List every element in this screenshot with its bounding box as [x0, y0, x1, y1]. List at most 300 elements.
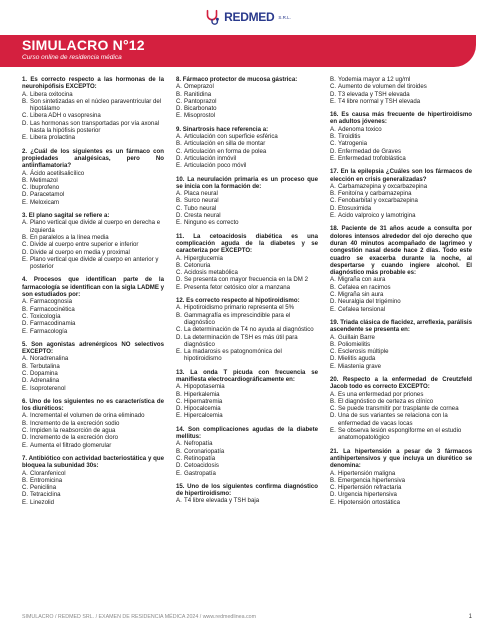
option-text: T4 libre normal y TSH elevada [338, 97, 421, 105]
option-text: Tiroiditis [338, 133, 361, 141]
option-text: Articulación en forma de polea [184, 147, 267, 155]
question-block [22, 76, 164, 142]
question-block [330, 168, 472, 219]
answer-options [330, 470, 472, 506]
option-letter: B. [330, 133, 336, 141]
answer-option [176, 91, 318, 98]
question-stem: 15. Uno de los siguientes confirma diagnóstico de hipertiroidismo: [176, 482, 318, 498]
answer-option [22, 177, 164, 184]
question-stem: 17. En la epilepsia ¿Cuáles son los fármacos de elección en crisis generalizadas? [330, 168, 472, 183]
option-text: Yatrogenia [338, 140, 368, 148]
option-letter: A. [176, 304, 182, 312]
option-letter: D. [22, 248, 29, 256]
brand-logo [0, 6, 494, 28]
answer-option [22, 420, 164, 427]
option-text: Presenta fetor cetósico olor a manzana [184, 283, 291, 291]
answer-option [22, 241, 164, 248]
option-text: Isoproterenol [30, 384, 66, 392]
option-letter: C. [22, 427, 29, 435]
option-text: Divide al cuerpo en media y proximal [30, 248, 130, 256]
answer-option [176, 391, 318, 398]
answer-option [22, 170, 164, 177]
answer-option [330, 205, 472, 212]
option-letter: B. [176, 140, 182, 148]
option-text: Adenoma toxico [338, 125, 382, 133]
answer-options [22, 170, 164, 206]
answer-options [176, 440, 318, 476]
brand-name: REDMED [224, 10, 275, 24]
option-text: Emergencia hipertensiva [338, 476, 406, 484]
answer-option [22, 370, 164, 377]
answer-option [330, 341, 472, 348]
question-stem: 7. Antibiótico con actividad bacteriostática y que bloquea la subunidad 30s: [22, 454, 164, 470]
answer-option [176, 334, 318, 349]
option-text: Divide al cuerpo entre superior e inferior [30, 241, 139, 249]
answer-option [176, 269, 318, 276]
answer-option [330, 391, 472, 398]
option-text: Miastenia grave [338, 362, 382, 370]
option-letter: D. [176, 462, 183, 470]
option-text: Incremental el volumen de orina eliminado [30, 412, 145, 420]
question-block [330, 319, 472, 370]
answer-option [176, 205, 318, 212]
answer-options [176, 497, 318, 504]
option-letter: D. [22, 491, 29, 499]
option-text: Hiperkalemia [184, 390, 220, 398]
option-text: Cefalea en racimos [338, 283, 391, 291]
answer-options [22, 412, 164, 448]
option-letter: A. [22, 90, 28, 98]
option-letter: A. [176, 383, 182, 391]
option-text: Enfermedad trofoblástica [338, 154, 406, 162]
answer-option [176, 98, 318, 105]
option-letter: D. [330, 90, 337, 98]
option-text: Plano vertical que divide al cuerpo en derecha e izquierda [30, 219, 161, 234]
option-letter: B. [330, 190, 336, 198]
option-text: Tetraciclina [30, 491, 61, 499]
question-column-2 [176, 76, 318, 606]
option-text: Cefalea tensional [338, 305, 386, 313]
option-text: Hiperglucemia [184, 254, 223, 262]
answer-option [176, 155, 318, 162]
option-text: Pantoprazol [184, 97, 217, 105]
answer-option [330, 276, 472, 283]
option-letter: A. [176, 190, 182, 198]
option-text: Ibuprofeno [30, 184, 60, 192]
question-stem: 10. La neurulación primaria es un proceso que se inicia con la formación de: [176, 175, 318, 190]
option-letter: E. [22, 384, 28, 392]
option-text: Meloxicam [30, 198, 60, 206]
question-stem: 19. Triada clásica de flacidez, arreflexia, parálisis ascendente se presenta en: [330, 318, 472, 334]
answer-option [330, 348, 472, 355]
question-block [176, 297, 318, 363]
question-block [176, 76, 318, 120]
option-text: Farmacología [30, 327, 68, 335]
answer-option [176, 497, 318, 504]
option-letter: E. [330, 498, 336, 506]
answer-option [22, 442, 164, 449]
answer-option [330, 412, 472, 427]
answer-option [176, 448, 318, 455]
answer-option [176, 140, 318, 147]
answer-option [176, 219, 318, 226]
option-text: Hipertensión refractaria [338, 484, 402, 492]
option-text: Adrenalina [30, 377, 60, 385]
answer-option [22, 363, 164, 370]
question-block [22, 212, 164, 270]
answer-options [22, 470, 164, 506]
answer-options [176, 190, 318, 226]
question-stem: 11. La cetoacidosis diabética es una complicación aguda de la diabetes y se caracteriza por EXCEPTO: [176, 232, 318, 255]
option-letter: E. [22, 134, 28, 142]
option-text: Hipercalcemia [184, 412, 223, 420]
option-letter: E. [22, 441, 28, 449]
answer-option [330, 427, 472, 442]
answer-option [22, 412, 164, 419]
answer-option [22, 355, 164, 362]
option-text: Aumento de volumen del tiroides [338, 83, 427, 91]
option-text: Terbutalina [30, 362, 60, 370]
question-block [330, 376, 472, 442]
answer-option [176, 462, 318, 469]
option-text: Carbamazepina y oxcarbazepina [338, 182, 428, 190]
answer-option [330, 126, 472, 133]
option-text: Surco neural [184, 197, 219, 205]
option-letter: A. [22, 169, 28, 177]
option-letter: C. [330, 140, 337, 148]
answer-options [22, 298, 164, 334]
option-letter: D. [176, 212, 183, 220]
option-letter: B. [330, 283, 336, 291]
question-stem: 12. Es correcto respecto al hipotiroidismo: [176, 297, 300, 305]
answer-options [22, 355, 164, 391]
option-letter: A. [176, 497, 182, 505]
option-text: Guillain Barre [338, 333, 375, 341]
option-letter: C. [330, 291, 337, 299]
option-text: Linezolid [30, 498, 55, 506]
option-text: Acido valproico y lamotrigina [338, 212, 416, 220]
option-letter: D. [176, 276, 183, 284]
option-text: En paralelos a la línea media [30, 233, 109, 241]
option-text: Se puede transmitir por trasplante de cornea [338, 405, 459, 413]
page-subtitle: Curso online de residencia médica [22, 54, 122, 61]
option-text: Entromicina [30, 476, 63, 484]
option-text: Hipopotasemia [184, 383, 225, 391]
question-block [176, 176, 318, 227]
option-letter: C. [330, 83, 337, 91]
answer-options [176, 83, 318, 119]
option-letter: D. [22, 377, 29, 385]
option-text: Articulación con superficie esférica [184, 133, 278, 141]
answer-option [176, 284, 318, 291]
answer-option [22, 306, 164, 313]
question-block [330, 76, 472, 105]
option-letter: A. [22, 469, 28, 477]
option-letter: B. [330, 476, 336, 484]
option-text: Fenitoína y carbamazepina [338, 190, 412, 198]
option-letter: E. [22, 255, 28, 263]
page-footer [22, 612, 472, 622]
answer-option [176, 326, 318, 333]
question-block [176, 426, 318, 477]
option-letter: C. [330, 484, 337, 492]
answer-option [22, 219, 164, 234]
question-stem: 2. ¿Cuál de los siguientes es un fármaco con propiedades analgésicas, pero No antiinflamatoria? [22, 147, 164, 170]
option-text: Tubo neural [184, 204, 217, 212]
option-letter: E. [176, 162, 182, 170]
question-stem: 18. Paciente de 31 años acude a consulta por dolores intensos alrededor del ojo derecho que duran 40 minutos acompañado de lagrimeo y congestión nasal desde hace 2 días. Todo este cuadro se exacerba durante la noche, al despertarse y cuando ingiere alcohol. El diagnóstico más probable es: [330, 225, 472, 277]
option-letter: D. [22, 119, 29, 127]
option-letter: B. [22, 476, 28, 484]
answer-option [176, 276, 318, 283]
answer-option [22, 499, 164, 506]
option-letter: C. [176, 269, 183, 277]
option-text: Noradrenalina [30, 355, 69, 363]
option-text: Cresta neural [184, 212, 221, 220]
option-letter: B. [22, 233, 28, 241]
option-letter: B. [22, 362, 28, 370]
question-stem: 21. La hipertensión a pesar de 3 fármacos antihipertensivos y que incluya un diurético se denomina: [330, 447, 472, 470]
answer-option [330, 334, 472, 341]
answer-option [176, 455, 318, 462]
option-text: Poliomielitis [338, 340, 371, 348]
option-letter: B. [22, 97, 28, 105]
answer-option [330, 148, 472, 155]
answer-option [330, 291, 472, 298]
answer-option [330, 477, 472, 484]
option-letter: A. [176, 440, 182, 448]
option-letter: C. [22, 241, 29, 249]
question-block [330, 448, 472, 506]
question-block [176, 369, 318, 420]
title-banner [0, 35, 476, 67]
option-letter: E. [330, 154, 336, 162]
option-text: Hipotiroidismo primario representa el 5% [184, 304, 295, 312]
answer-option [22, 249, 164, 256]
answer-option [22, 134, 164, 141]
option-letter: B. [22, 305, 28, 313]
question-stem: 20. Respecto a la enfermedad de Creutzfeld Jacob todo es correcto EXCEPTO: [330, 375, 472, 391]
option-letter: A. [330, 125, 336, 133]
question-block [22, 341, 164, 392]
answer-option [176, 133, 318, 140]
option-text: Coronariopatía [184, 447, 225, 455]
option-text: Yodemia mayor a 12 ug/ml [338, 76, 411, 83]
answer-option [176, 148, 318, 155]
answer-option [330, 470, 472, 477]
question-column-3 [330, 76, 472, 606]
option-letter: B. [22, 419, 28, 427]
option-letter: C. [330, 405, 337, 413]
option-text: Es una enfermedad por priones [338, 390, 424, 398]
answer-option [176, 105, 318, 112]
option-text: Omeprazol [184, 83, 214, 91]
option-letter: D. [176, 333, 183, 341]
option-letter: B. [176, 390, 182, 398]
answer-option [176, 440, 318, 447]
option-letter: D. [330, 412, 337, 420]
answer-option [330, 83, 472, 90]
option-text: Bicarbonato [184, 105, 217, 113]
question-block [22, 398, 164, 449]
answer-option [22, 298, 164, 305]
option-letter: E. [176, 219, 182, 227]
option-text: Una de sus variantes se relaciona con la enfermedad de vacas locas [338, 412, 448, 427]
option-text: Ranitidina [184, 90, 212, 98]
answer-option [330, 98, 472, 105]
answer-option [22, 385, 164, 392]
option-text: Se observa lesión espongiforme en el estudio anatomopatológico [338, 427, 462, 442]
option-letter: E. [22, 498, 28, 506]
question-stem: 14. Son complicaciones agudas de la diabete mellitus: [176, 425, 318, 441]
option-text: Fenobarbital y oxcarbazepina [338, 197, 418, 205]
option-text: Cetoacidosis [184, 462, 219, 470]
answer-option [176, 197, 318, 204]
option-letter: B. [176, 261, 182, 269]
option-text: Articulación poco móvil [184, 162, 247, 170]
answer-option [176, 212, 318, 219]
option-letter: D. [330, 147, 337, 155]
brand-suffix: S.R.L. [278, 14, 291, 20]
option-letter: A. [330, 182, 336, 190]
answer-option [22, 470, 164, 477]
answer-options [330, 276, 472, 312]
option-letter: C. [176, 326, 183, 334]
option-letter: D. [330, 298, 337, 306]
answer-option [22, 91, 164, 98]
option-text: Misoprostol [184, 112, 216, 120]
answer-options [176, 383, 318, 419]
page-number: 1 [468, 614, 472, 620]
option-text: Paracetamol [30, 191, 65, 199]
answer-option [330, 155, 472, 162]
option-letter: D. [176, 105, 183, 113]
option-text: Dopamina [30, 369, 58, 377]
answer-option [330, 491, 472, 498]
question-stem: 6. Uno de los siguientes no es característica de los diuréticos: [22, 397, 164, 413]
answer-option [330, 355, 472, 362]
option-text: Hipernatremia [184, 397, 223, 405]
option-letter: A. [22, 412, 28, 420]
question-block [22, 148, 164, 206]
option-text: Son sintetizadas en el núcleo paraventricular del hipotálamo [30, 97, 162, 113]
question-stem: 8. Fármaco protector de mucosa gástrica: [176, 76, 298, 83]
answer-option [330, 197, 472, 204]
answer-option [22, 120, 164, 135]
question-stem: 9. Sinartrosis hace referencia a: [176, 125, 269, 133]
option-text: Farmacocinética [30, 305, 75, 313]
option-letter: E. [176, 348, 182, 356]
answer-option [330, 398, 472, 405]
answer-option [22, 256, 164, 271]
answer-option [22, 234, 164, 241]
answer-options [330, 334, 472, 370]
answer-option [176, 405, 318, 412]
option-letter: C. [22, 312, 29, 320]
option-text: Impiden la reabsorción de agua [30, 427, 116, 435]
question-block [176, 483, 318, 505]
option-letter: E. [330, 212, 336, 220]
option-letter: E. [330, 97, 336, 105]
option-letter: C. [176, 204, 183, 212]
option-letter: E. [176, 283, 182, 291]
option-letter: D. [22, 320, 29, 328]
answer-option [330, 405, 472, 412]
option-letter: A. [330, 333, 336, 341]
option-letter: D. [176, 405, 183, 413]
answer-option [330, 91, 472, 98]
answer-option [176, 412, 318, 419]
option-text: Farmacodinamia [30, 320, 76, 328]
option-text: Ácido acetilsalicílico [30, 169, 85, 177]
answer-option [330, 484, 472, 491]
option-letter: E. [330, 362, 336, 370]
option-text: Etosuximida [338, 204, 372, 212]
option-text: La madarosis es patognomónica del hipotiroidismo [184, 348, 282, 363]
answer-option [22, 434, 164, 441]
option-letter: C. [22, 112, 29, 120]
option-letter: A. [176, 133, 182, 141]
answer-option [176, 312, 318, 327]
answer-option [330, 363, 472, 370]
answer-option [176, 83, 318, 90]
option-letter: A. [176, 83, 182, 91]
option-text: Plano vertical que divide al cuerpo en anterior y posterior [30, 255, 159, 271]
answer-option [22, 484, 164, 491]
option-text: El diagnóstico de certeza es clínico [338, 397, 434, 405]
answer-option [22, 477, 164, 484]
option-text: Neuralgia del trigémino [338, 298, 401, 306]
option-letter: E. [176, 412, 182, 420]
option-letter: E. [176, 112, 182, 120]
question-stem: 1. Es correcto respecto a las hormonas de la neurohipófisis EXCEPTO: [22, 76, 164, 91]
answer-option [176, 162, 318, 169]
option-text: Migraña sin aura [338, 291, 384, 299]
option-letter: B. [176, 311, 182, 319]
option-letter: C. [22, 369, 29, 377]
option-letter: B. [330, 340, 336, 348]
option-letter: B. [330, 397, 336, 405]
option-text: Metimazol [30, 176, 58, 184]
answer-option [22, 191, 164, 198]
option-text: Incremento de la excreción sodio [30, 419, 120, 427]
option-text: Hipocalcemia [184, 405, 221, 413]
option-text: Se presenta con mayor frecuencia en la DM 2 [184, 276, 308, 284]
answer-option [176, 262, 318, 269]
answer-option [330, 190, 472, 197]
option-letter: D. [22, 434, 29, 442]
question-stem: 13. La onda T picuda con frecuencia se manifiesta electrocardiográficamente en: [176, 368, 318, 383]
option-letter: C. [176, 454, 183, 462]
option-text: Las hormonas son transportadas por vía axonal hasta la hipófisis posterior [30, 119, 160, 135]
option-letter: B. [176, 447, 182, 455]
answer-options [330, 183, 472, 219]
option-text: Toxicología [30, 312, 61, 320]
answer-options [22, 219, 164, 270]
question-block [176, 233, 318, 291]
answer-option [22, 112, 164, 119]
option-letter: E. [22, 198, 28, 206]
answer-option [176, 190, 318, 197]
option-text: Enfermedad de Graves [338, 147, 402, 155]
answer-option [22, 377, 164, 384]
option-text: T3 elevada y TSH elevada [338, 90, 410, 98]
option-letter: D. [330, 204, 337, 212]
answer-option [330, 306, 472, 313]
question-column-1 [22, 76, 164, 606]
question-block [330, 225, 472, 313]
answer-options [176, 133, 318, 169]
